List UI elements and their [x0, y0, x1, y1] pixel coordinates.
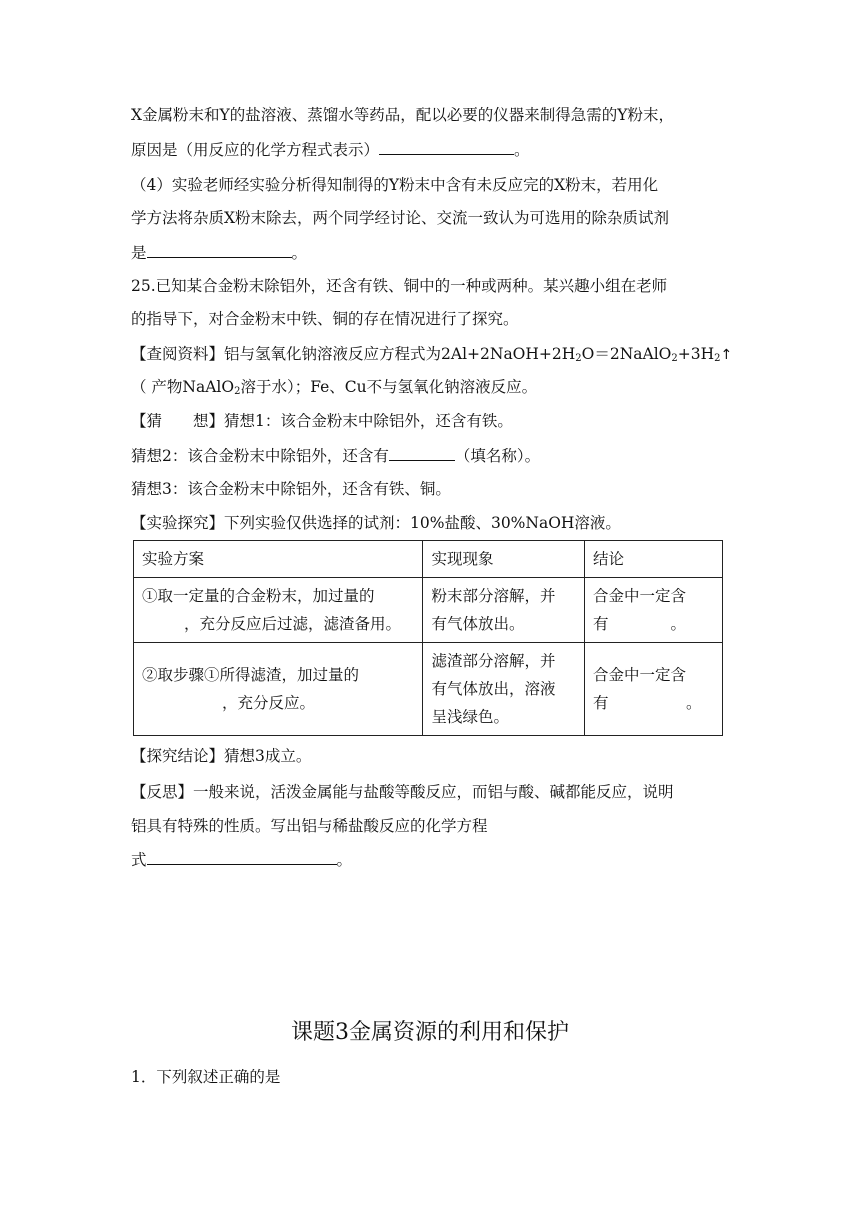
paragraph-line: 的指导下，对合金粉末中铁、铜的存在情况进行了探究。	[131, 310, 519, 328]
table-header: 结论	[585, 541, 723, 578]
paragraph-line: X金属粉末和Y的盐溶液、蒸馏水等药品，配以必要的仪器来制得急需的Y粉末，	[131, 106, 675, 124]
table-header: 实验方案	[134, 541, 423, 578]
guess-line: 猜想3：该合金粉末中除铝外，还含有铁、铜。	[131, 480, 451, 498]
paragraph-line: 原因是（用反应的化学方程式表示） 。	[131, 138, 530, 161]
reflect-line: 铝具有特殊的性质。写出铝与稀盐酸反应的化学方程	[131, 817, 488, 835]
paragraph-line: 是 。	[131, 241, 307, 264]
table-cell: 滤渣部分溶解，并 有气体放出，溶液 呈浅绿色。	[423, 643, 585, 736]
answer-blank[interactable]	[147, 848, 337, 865]
table-row	[134, 578, 723, 643]
paragraph-line: 学方法将杂质X粉末除去，两个同学经讨论、交流一致认为可选用的除杂质试剂	[131, 209, 670, 227]
answer-blank[interactable]	[389, 444, 455, 461]
table-cell: ①取一定量的合金粉末，加过量的 ，充分反应后过滤，滤渣备用。	[134, 578, 423, 643]
lesson-title: 课题3金属资源的利用和保护	[291, 1020, 569, 1045]
conclusion-line: 【探究结论】猜想3成立。	[131, 747, 312, 765]
lookup-line: 【查阅资料】铝与氢氧化钠溶液反应方程式为$2Al+2NaOH+2H_2O=2NaAlO_2+3H_2↑$	[131, 345, 733, 364]
question-25-line: 25.已知某合金粉末除铝外，还含有铁、铜中的一种或两种。某兴趣小组在老师	[131, 277, 668, 295]
table-header: 实现现象	[423, 541, 585, 578]
guess-line: 【猜 想】猜想1：该合金粉末中除铝外，还含有铁。	[131, 412, 513, 430]
answer-blank[interactable]	[147, 241, 292, 258]
table-row	[134, 643, 723, 736]
answer-blank[interactable]	[379, 138, 514, 155]
question-4-line: （4）实验老师经实验分析得知制得的Y粉末中含有未反应完的X粉末，若用化	[131, 176, 659, 194]
table-cell: 合金中一定含 有 。	[585, 643, 723, 736]
table-cell: ②取步骤①所得滤渣，加过量的 ，充分反应。	[134, 643, 423, 736]
table-cell: 粉末部分溶解，并 有气体放出。	[423, 578, 585, 643]
lookup-line: （ 产物NaAlO$_2$溶于水）；Fe、Cu不与氢氧化钠溶液反应。	[131, 378, 538, 397]
question-1-line: 1．下列叙述正确的是	[131, 1068, 281, 1086]
table-cell: 合金中一定含 有 。	[585, 578, 723, 643]
up-arrow-icon: ↑	[720, 347, 733, 363]
guess-line: 猜想2：该合金粉末中除铝外，还含有 （填名称）。	[131, 444, 540, 467]
explore-line: 【实验探究】下列实验仅供选择的试剂：10%盐酸、30%NaOH溶液。	[131, 514, 621, 532]
table-header-row	[134, 541, 723, 578]
reflect-line: 式 。	[131, 848, 352, 871]
experiment-table	[133, 540, 723, 736]
reflect-line: 【反思】一般来说，活泼金属能与盐酸等酸反应，而铝与酸、碱都能反应，说明	[131, 783, 674, 801]
